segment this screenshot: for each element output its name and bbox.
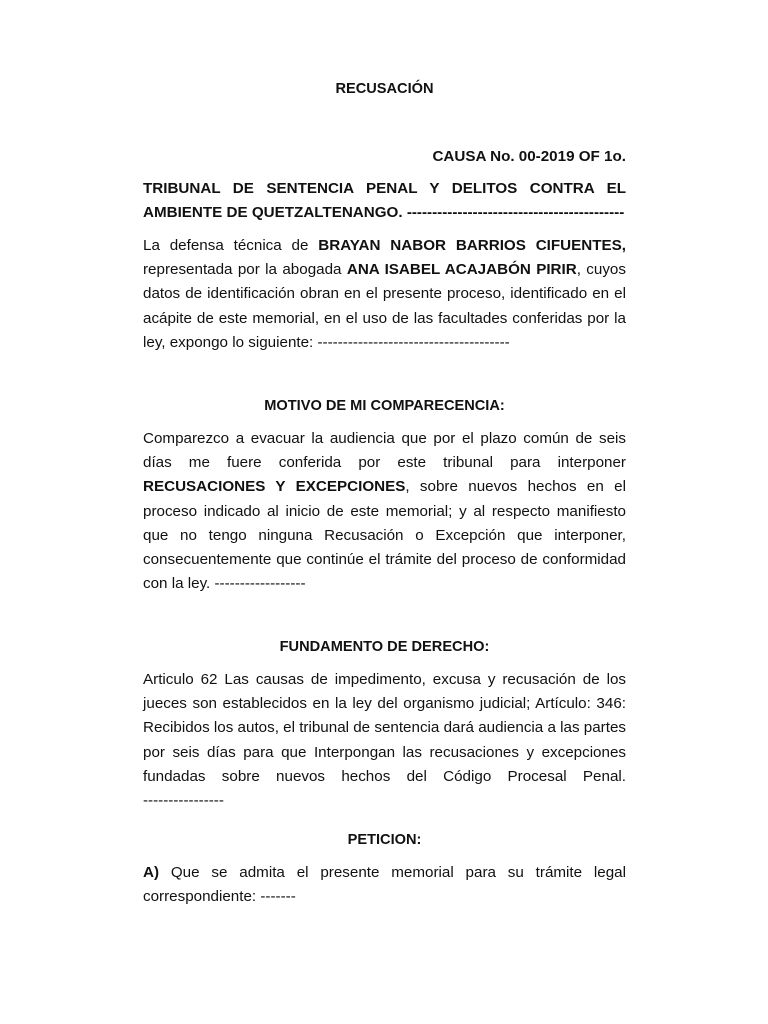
intro-dashes: --------------------------------------	[317, 333, 510, 351]
client-name: BRAYAN NABOR BARRIOS CIFUENTES,	[318, 237, 626, 254]
lawyer-name: ANA ISABEL ACAJABÓN PIRIR	[346, 261, 577, 279]
fundamento-dashes: ----------------	[143, 792, 224, 810]
intro-paragraph	[143, 234, 626, 355]
motivo-dashes: ------------------	[214, 575, 306, 593]
fundamento-paragraph	[143, 668, 626, 813]
peticion-label: A)	[143, 864, 160, 881]
motivo-text-2: , sobre nuevos hechos en el proceso indicado al inicio de este memorial; y al respecto manifiesto que no tengo ninguna Recusación o Excepción que interponer, consecuentemente que continúe el trámite del proceso de conformidad con la ley.	[143, 478, 626, 593]
peticion-item-a	[143, 861, 626, 909]
fundamento-text: Articulo 62 Las causas de impedimento, excusa y recusación de los jueces son establecidos en la ley del organismo judicial; Artículo: 346: Recibidos los autos, el tribunal de sentencia dará audiencia a las partes por seis días para que Interpongan las recusaciones y excepciones fundadas sobre nuevos hechos del Código Procesal Penal.	[143, 671, 626, 785]
peticion-text: Que se admita el presente memorial para su trámite legal correspondiente:	[143, 864, 626, 906]
tribunal-text: TRIBUNAL DE SENTENCIA PENAL Y DELITOS CONTRA EL AMBIENTE DE QUETZALTENANGO.	[143, 180, 626, 222]
document-title: RECUSACIÓN	[335, 81, 434, 97]
peticion-dashes: -------	[260, 888, 296, 906]
fundamento-heading: FUNDAMENTO DE DERECHO:	[279, 639, 490, 655]
intro-text-3: , cuyos datos de identificación obran en el presente proceso, identificado en el acápite de este memorial, en el uso de las facultades conferidas por la ley, expongo lo siguiente:	[143, 261, 626, 351]
motivo-text-1: Comparezco a evacuar la audiencia que por el plazo común de seis días me fuere conferida por este tribunal para interponer	[143, 430, 626, 472]
motivo-bold: RECUSACIONES Y EXCEPCIONES	[143, 478, 406, 496]
tribunal-dashes: -------------------------------------------	[402, 204, 625, 222]
causa-number: CAUSA No. 00-2019 OF 1o.	[432, 148, 626, 165]
motivo-heading: MOTIVO DE MI COMPARECENCIA:	[264, 398, 505, 414]
intro-text-1: La defensa técnica de	[143, 237, 319, 254]
peticion-heading: PETICION:	[347, 832, 422, 848]
intro-text-2: representada por la abogada	[143, 261, 347, 279]
tribunal-heading	[143, 177, 626, 225]
motivo-paragraph	[143, 427, 626, 596]
